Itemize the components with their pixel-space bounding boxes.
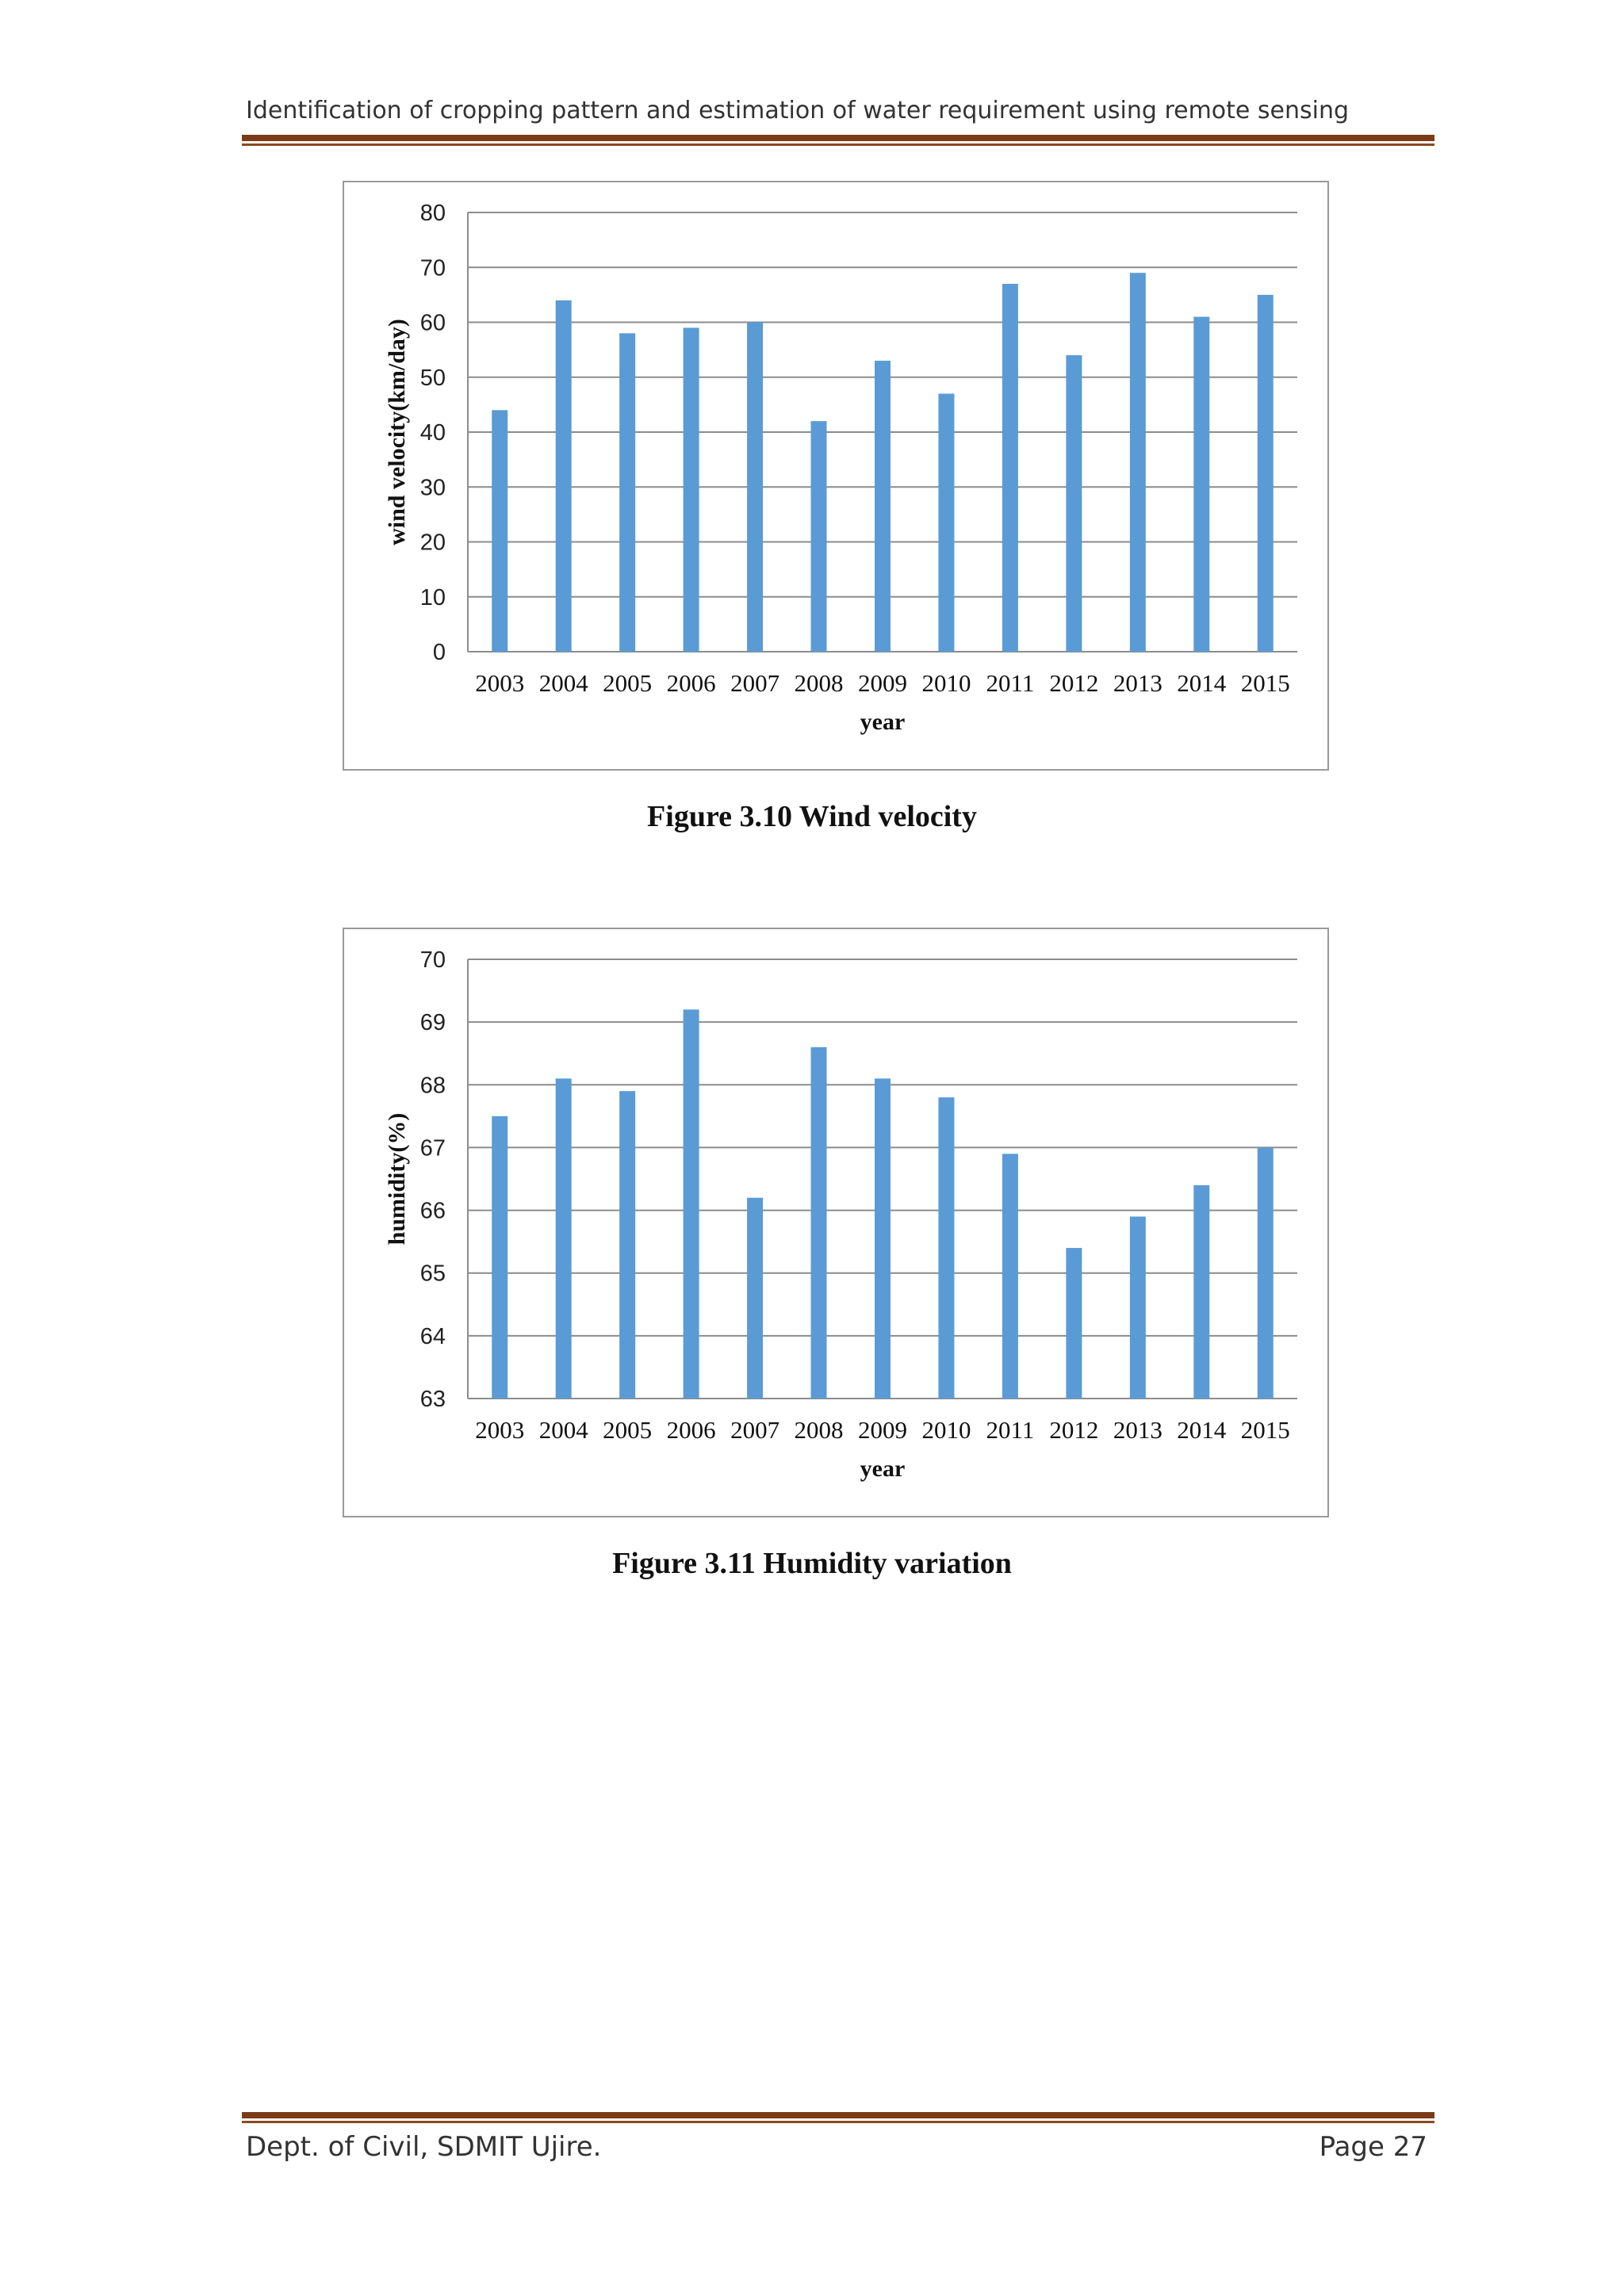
x-tick-label: 2007	[730, 669, 780, 697]
bar	[556, 300, 572, 652]
bar	[875, 361, 891, 652]
x-tick-label: 2006	[666, 1416, 716, 1444]
bar	[1130, 273, 1146, 652]
x-tick-label: 2005	[603, 1416, 653, 1444]
y-tick-label: 50	[419, 365, 446, 391]
bar	[1258, 295, 1274, 652]
x-tick-label: 2011	[986, 669, 1035, 697]
bar	[1193, 1185, 1209, 1399]
bar	[875, 1078, 891, 1399]
x-tick-label: 2005	[603, 669, 653, 697]
bar	[747, 323, 763, 652]
y-tick-label: 66	[419, 1198, 446, 1224]
y-tick-label: 65	[419, 1261, 446, 1287]
bar	[811, 421, 827, 652]
y-tick-label: 70	[419, 947, 446, 973]
bar	[938, 394, 954, 652]
x-tick-label: 2009	[858, 669, 907, 697]
x-tick-label: 2013	[1113, 1416, 1162, 1444]
bar	[619, 333, 635, 652]
x-axis-label: year	[860, 709, 906, 735]
x-tick-label: 2009	[858, 1416, 907, 1444]
x-tick-label: 2010	[921, 669, 971, 697]
bar	[747, 1198, 763, 1399]
figure-caption-wind: Figure 3.10 Wind velocity	[647, 800, 977, 833]
x-tick-label: 2015	[1240, 669, 1290, 697]
bar	[938, 1097, 954, 1399]
y-axis-label: humidity(%)	[384, 1112, 410, 1246]
wind-velocity-bar-chart	[344, 182, 1327, 769]
y-tick-label: 20	[419, 530, 446, 556]
chart-wind-velocity	[343, 181, 1329, 771]
y-tick-label: 30	[419, 475, 446, 501]
y-tick-label: 10	[419, 584, 446, 610]
bar	[1002, 1154, 1018, 1399]
y-tick-label: 0	[432, 640, 446, 665]
footer-rule	[242, 2112, 1434, 2123]
y-tick-label: 68	[419, 1073, 446, 1099]
bar	[619, 1091, 635, 1399]
x-tick-label: 2011	[986, 1416, 1035, 1444]
x-tick-label: 2015	[1240, 1416, 1290, 1444]
x-tick-label: 2014	[1177, 669, 1227, 697]
x-tick-label: 2010	[921, 1416, 971, 1444]
y-tick-label: 63	[419, 1387, 446, 1412]
y-tick-label: 67	[419, 1135, 446, 1161]
humidity-bar-chart	[344, 929, 1327, 1516]
x-tick-label: 2004	[538, 669, 588, 697]
bar	[556, 1078, 572, 1399]
bar	[1193, 317, 1209, 652]
header-rule	[242, 135, 1434, 146]
bar	[684, 1009, 699, 1399]
y-tick-label: 70	[419, 255, 446, 281]
x-tick-label: 2013	[1113, 669, 1162, 697]
x-tick-label: 2012	[1049, 1416, 1099, 1444]
bar	[492, 410, 508, 652]
y-tick-label: 64	[419, 1323, 446, 1349]
bar	[684, 327, 699, 652]
bar	[1130, 1216, 1146, 1399]
x-tick-label: 2007	[730, 1416, 780, 1444]
bar	[1258, 1147, 1274, 1399]
x-tick-label: 2004	[538, 1416, 588, 1444]
x-tick-label: 2003	[475, 669, 525, 697]
footer-page-number: Page 27	[1319, 2131, 1427, 2163]
footer-department: Dept. of Civil, SDMIT Ujire.	[246, 2131, 602, 2163]
x-tick-label: 2008	[794, 1416, 844, 1444]
bar	[811, 1047, 827, 1399]
header-title: Identification of cropping pattern and estimation of water requirement using remote sensing	[246, 97, 1350, 124]
figure-caption-humidity: Figure 3.11 Humidity variation	[612, 1547, 1012, 1580]
x-tick-label: 2003	[475, 1416, 525, 1444]
bar	[1066, 355, 1082, 652]
x-tick-label: 2012	[1049, 669, 1099, 697]
bar	[1002, 284, 1018, 652]
chart-humidity	[343, 928, 1329, 1517]
x-tick-label: 2006	[666, 669, 716, 697]
y-tick-label: 80	[419, 201, 446, 226]
bar	[492, 1116, 508, 1399]
y-tick-label: 60	[419, 310, 446, 336]
x-tick-label: 2008	[794, 669, 844, 697]
x-axis-label: year	[860, 1456, 906, 1482]
bar	[1066, 1248, 1082, 1399]
y-tick-label: 69	[419, 1010, 446, 1036]
y-tick-label: 40	[419, 420, 446, 446]
y-axis-label: wind velocity(km/day)	[384, 319, 410, 545]
x-tick-label: 2014	[1177, 1416, 1227, 1444]
